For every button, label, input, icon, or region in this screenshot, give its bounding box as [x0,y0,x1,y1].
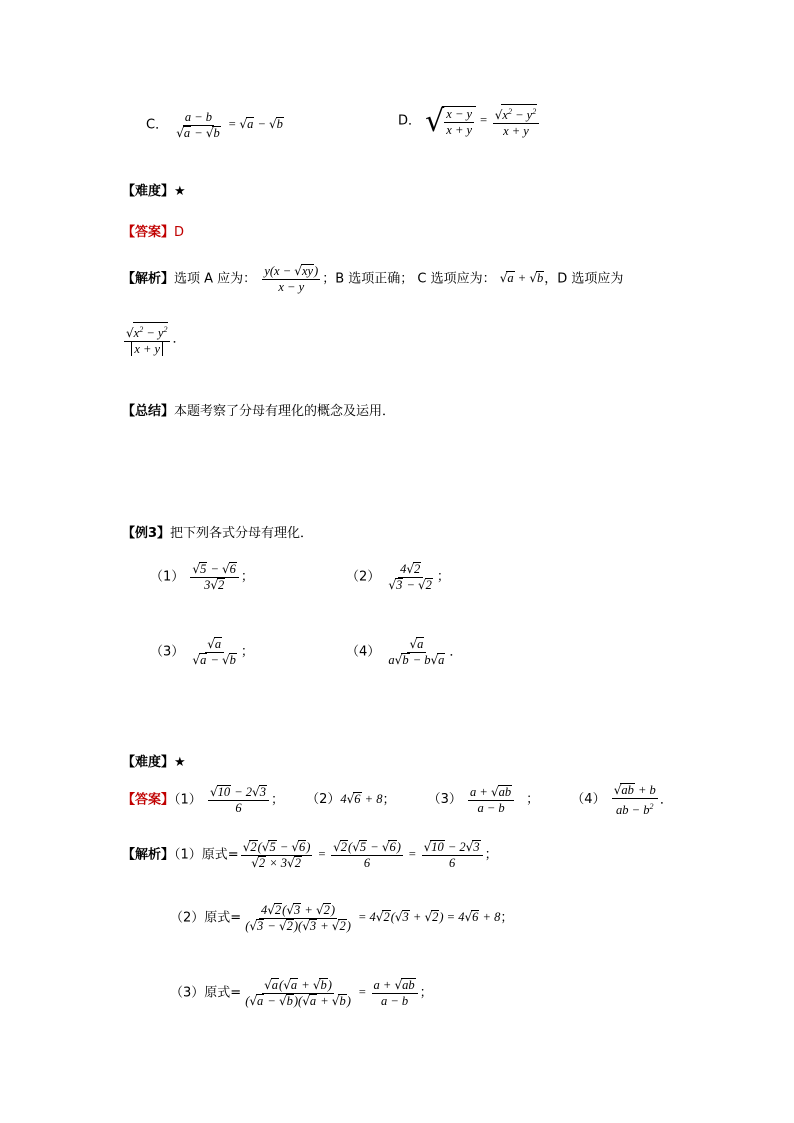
difficulty-1 [122,180,186,199]
example3-heading [122,522,313,541]
analysis-text-3: ，D 选项应为 [544,271,624,287]
summary-text: 本题考察了分母有理化的概念及运用． [174,404,396,419]
difficulty-label: 【难度】 [122,184,175,199]
answer-item-number: （2） [306,792,341,808]
item-number: （3） [150,644,185,660]
answer-item-number: （3） [427,792,462,808]
item4-formula: $\frac{√a}{a√b - b√a}$ [388,637,445,667]
difficulty-2 [122,751,186,770]
yuanshi-label: 原式= [204,985,242,1001]
step-1-formula: $\frac{√2(√5 - √6)}{√2 \times 3√2}$ = $\frac{√2(√5 - √6)}{6}$ = $\frac{√10 - 2√3}{6}$ [239,847,485,861]
step-number: （2） [170,910,205,926]
example3-label: 【例3】 [122,526,171,541]
semicolon: ； [526,792,540,808]
analysis-label: 【解析】 [122,271,175,287]
answer-3-formula: $\frac{a + √ab}{a - b}$ [466,792,516,806]
star-icon: ★ [174,755,186,770]
semicolon: ； [240,644,254,660]
analysis-1 [122,264,623,295]
solution-step-1 [122,840,498,871]
option-c-label: C． [146,117,169,133]
answer-item-number: （1） [174,792,202,808]
option-d-label: D． [398,113,422,129]
semicolon: ； [270,792,284,808]
semicolon: ； [240,569,254,585]
analysis-text-1: 选项 A 应为： [174,271,257,287]
answer-1 [122,221,184,240]
step-3-formula: $\frac{√a(√a + √b)}{(√a - √b)(√a + √b)}$ = $\frac{a + √ab}{a - b}$ [241,985,419,999]
answer-2 [122,783,673,818]
example3-item3 [150,637,254,668]
analysis-formula-c: √a + √b [499,271,544,286]
star-icon: ★ [174,184,186,199]
solution-step-3 [170,978,433,1009]
item1-formula: $\frac{√5 - √6}{3√2}$ [188,569,241,583]
semicolon: ； [419,985,433,1001]
step-2-formula: $\frac{4√2(√3 + √2)}{(√3 - √2)(√3 + √2)}$ = 4√2(√3 + √2) = 4√6 + 8 [245,903,501,933]
difficulty-label: 【难度】 [122,755,175,770]
yuanshi-label: 原式= [204,910,242,926]
semicolon: ； [484,847,498,863]
option-d-formula: √ $\frac{x - y}{x + y}$ = $\frac{√x^2 - y^2}{x + y}$ [425,113,541,127]
option-c [146,110,284,141]
yuanshi-label: 原式= [201,847,239,863]
solution-step-2 [170,903,513,934]
analysis-end: ． [172,331,186,347]
item2-formula: $\frac{4√2}{√3 - √2}$ [388,562,432,592]
answer-label: 【答案】 [122,225,175,240]
period: ． [659,792,673,808]
step-number: （1） [174,847,202,863]
example3-item1 [150,562,254,593]
answer-4-formula: $\frac{√ab + b}{ab - b^2}$ [613,783,656,818]
answer-item-number: （4） [571,792,606,808]
answer-label: 【答案】 [122,792,175,808]
example3-item2 [346,562,450,593]
semicolon: ； [436,569,450,585]
item-number: （4） [346,644,381,660]
analysis-1-cont [122,322,185,357]
item-number: （2） [346,569,381,585]
option-c-formula: $\frac{a - b}{√a - √b}$ = √a − √b [176,110,283,140]
summary-label: 【总结】 [122,404,175,419]
analysis-label: 【解析】 [122,847,175,863]
option-d [398,104,541,139]
analysis-formula-a: $\frac{y(x - √xy)}{x - y}$ [264,264,319,294]
analysis-formula-d: $\frac{√x^2 - y^2}{x + y}$ [122,331,172,345]
step-number: （3） [170,985,205,1001]
answer-1-formula: $\frac{√10 - 2√3}{6}$ [206,792,271,806]
item3-formula: $\frac{√a}{√a - √b}$ [192,637,236,667]
item-number: （1） [150,569,185,585]
analysis-text-2: ；B 选项正确； C 选项应为： [322,271,496,287]
answer-value: D [174,225,185,240]
example3-item4 [346,637,462,668]
period: ． [449,644,463,660]
semicolon: ； [382,792,396,808]
example3-text: 把下列各式分母有理化． [170,526,314,541]
semicolon: ； [500,910,514,926]
summary-1 [122,400,395,419]
answer-2-formula: 4√6 + 8 [340,792,383,807]
